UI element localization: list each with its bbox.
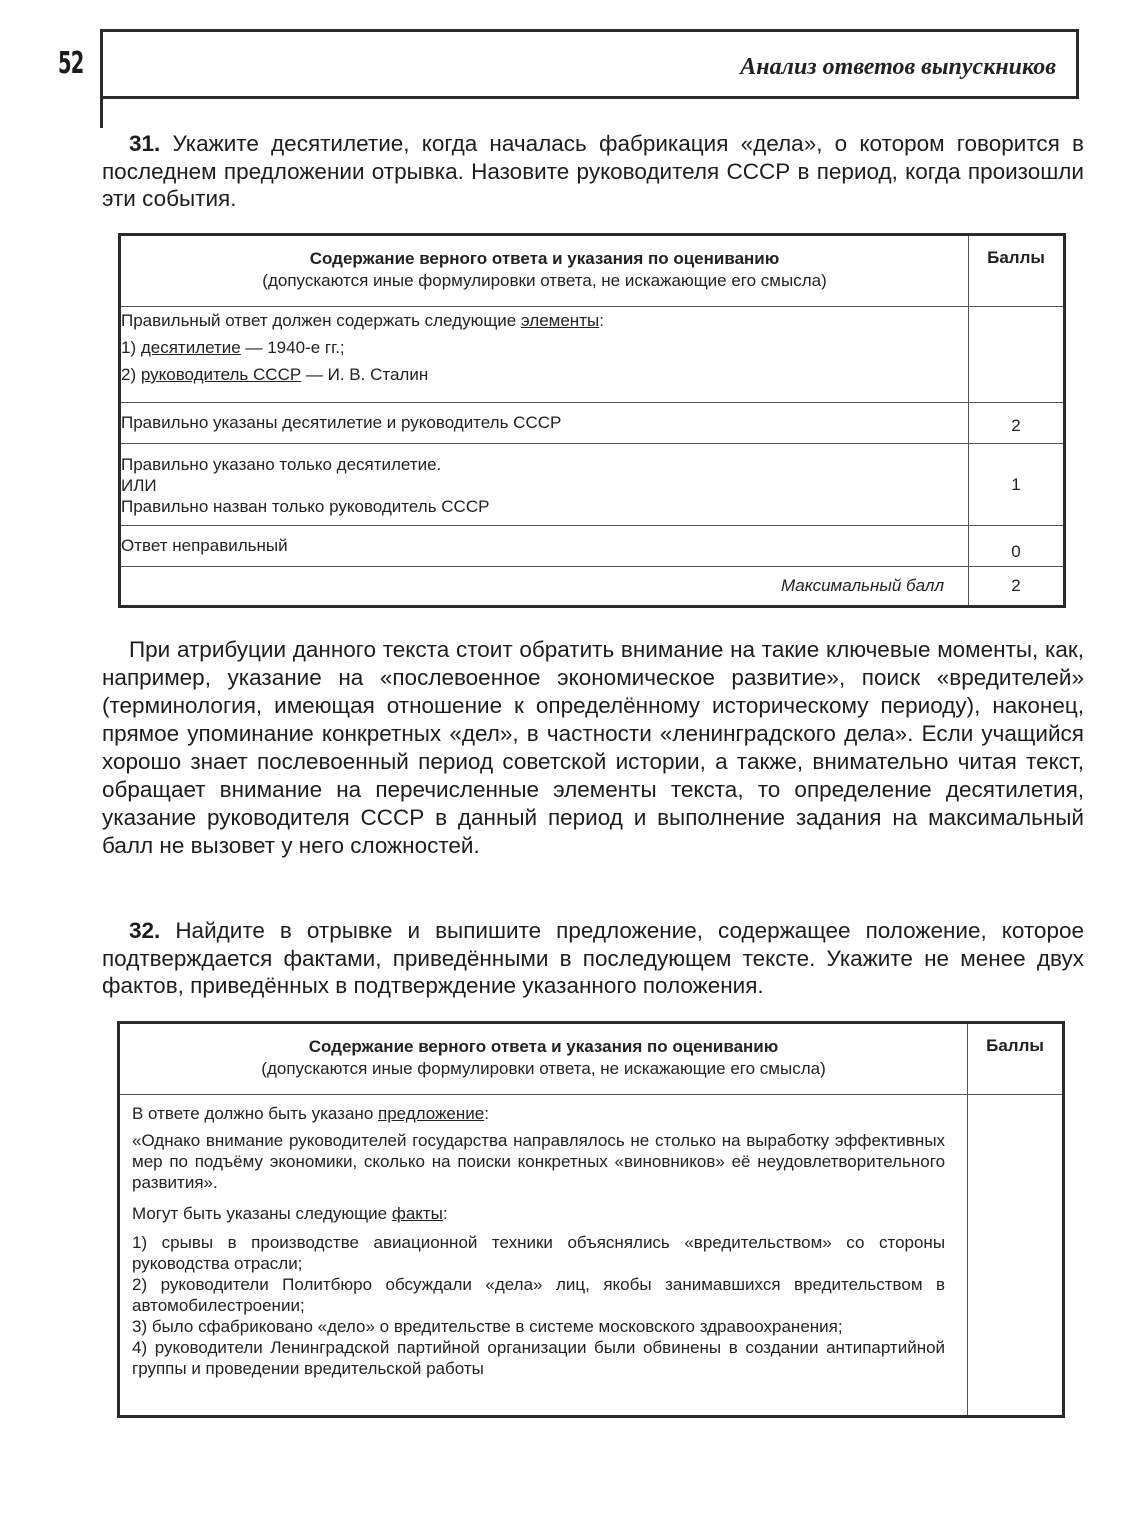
table-31-max-score: 2 xyxy=(969,567,1065,607)
criteria-item-2: 2) руководитель СССР — И. В. Сталин xyxy=(121,365,429,384)
table-32-header-sub: (допускаются иные формулировки ответа, не искажающие его смысла) xyxy=(261,1059,826,1078)
grading-table-32 xyxy=(117,1021,1065,1418)
table-31-criteria-score xyxy=(969,307,1065,403)
criteria-intro: Правильный ответ должен содержать следующие элементы: xyxy=(121,311,604,330)
table-32-header xyxy=(119,1023,968,1095)
table-31-row-4: Ответ неправильный xyxy=(120,526,969,567)
commentary-paragraph: При атрибуции данного текста стоит обратить внимание на такие ключевые моменты, как, например, указание на «послевоенное экономическое развитие», поиск «вредителей» (терминология, имеющая отношение к определённому историческому периоду), наконец, прямое упоминание конкретных «дел», в частности «ленинградского дела». Если учащийся хорошо знает послевоенный период советской истории, а также, внимательно читая текст, обращает внимание на перечисленные элементы текста, то определение десятилетия, указание руководителя СССР в данный период и выполнение задания на максимальный балл не вызовет у него сложностей. xyxy=(102,637,1084,858)
question-32-text: Найдите в отрывке и выпишите предложение, содержащее положение, которое подтверждается фактами, приведёнными в последующем тексте. Укажите не менее двух фактов, приведённых в подтверждение указанного положения. xyxy=(102,918,1084,998)
table-32-criteria xyxy=(119,1095,968,1417)
running-header-title: Анализ ответов выпускников xyxy=(740,54,1056,80)
running-header xyxy=(100,29,1079,99)
table-31-header-main: Содержание верного ответа и указания по оцениванию xyxy=(309,249,780,268)
question-31-number: 31. xyxy=(129,131,161,156)
question-32-number: 32. xyxy=(129,918,161,943)
table-32-score-header: Баллы xyxy=(968,1023,1064,1095)
question-31 xyxy=(102,130,1084,213)
table-31-row-3: Правильно указано только десятилетие. ИЛИ Правильно назван только руководитель СССР xyxy=(120,444,969,526)
table-31-row-2: Правильно указаны десятилетие и руководитель СССР xyxy=(120,403,969,444)
table-31-max-label: Максимальный балл xyxy=(120,567,969,607)
fact-item: 2) руководители Политбюро обсуждали «дела» лиц, якобы занимавшихся вредительством в автомобилестроении; xyxy=(132,1275,946,1315)
table-31-row-2-score: 2 xyxy=(969,403,1065,444)
question-31-text: Укажите десятилетие, когда началась фабрикация «дела», о котором говорится в последнем предложении отрывка. Назовите руководителя СССР в период, когда произошли эти события. xyxy=(102,131,1084,211)
table-31-row-4-score: 0 xyxy=(969,526,1065,567)
table-32-header-main: Содержание верного ответа и указания по оцениванию xyxy=(308,1037,779,1056)
page-number: 52 xyxy=(58,46,84,81)
grading-table-31 xyxy=(118,233,1066,608)
table-31-criteria xyxy=(120,307,969,403)
fact-item: 1) срывы в производстве авиационной техники объяснялись «вредительством» со стороны руководства отрасли; xyxy=(132,1233,946,1273)
answer-intro: В ответе должно быть указано предложение: xyxy=(132,1104,489,1123)
fact-item: 4) руководители Ленинградской партийной организации были обвинены в создании антипартийной группы и проведении вредительской работы xyxy=(132,1338,946,1378)
table-31-row-3-score: 1 xyxy=(969,444,1065,526)
table-31-score-header: Баллы xyxy=(969,235,1065,307)
facts-intro: Могут быть указаны следующие факты: xyxy=(132,1204,448,1223)
table-31-header-sub: (допускаются иные формулировки ответа, не искажающие его смысла) xyxy=(262,271,827,290)
table-32-criteria-score xyxy=(968,1095,1064,1417)
header-divider xyxy=(100,96,103,128)
question-32 xyxy=(102,917,1084,1000)
table-31-header xyxy=(120,235,969,307)
answer-quote: «Однако внимание руководителей государства направлялось не столько на выработку эффективных мер по подъёму экономики, сколько на поиски конкретных «виновников» её неудовлетворительного развития». xyxy=(132,1131,946,1192)
criteria-item-1: 1) десятилетие — 1940-е гг.; xyxy=(121,338,345,357)
fact-item: 3) было сфабриковано «дело» о вредительстве в системе московского здравоохранения; xyxy=(132,1317,843,1336)
